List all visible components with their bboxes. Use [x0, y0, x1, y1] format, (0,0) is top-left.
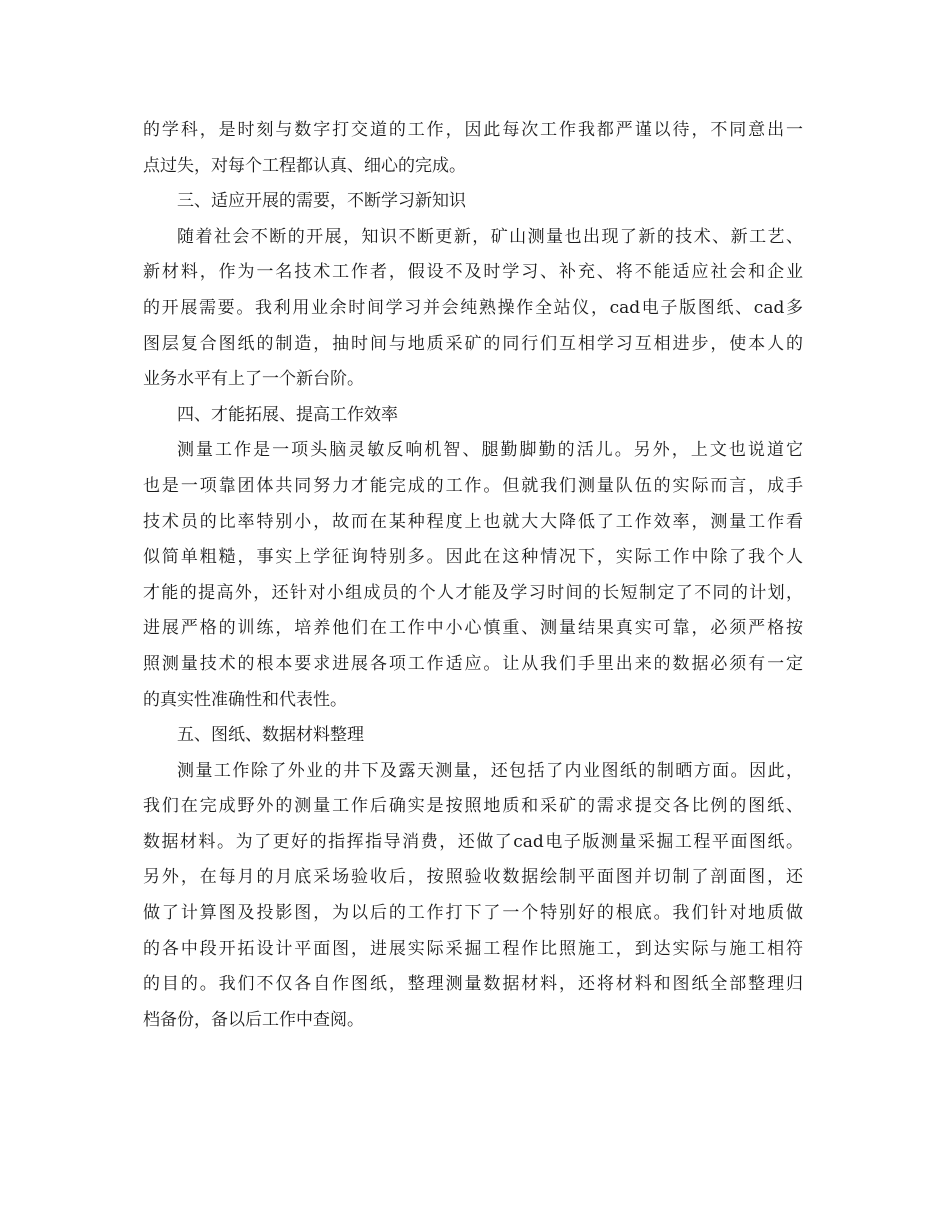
section-heading-4: 四、才能拓展、提高工作效率 [177, 404, 398, 425]
paragraph-line: 新材料，作为一名技术工作者，假设不及时学习、补充、将不能适应社会和企业 [143, 262, 803, 283]
section-5-paragraph [143, 754, 803, 1039]
paragraph-line: 测量工作是一项头脑灵敏反响机智、腿勤脚勤的活儿。另外，上文也说道它 [177, 440, 803, 461]
section-heading-5: 五、图纸、数据材料整理 [177, 725, 364, 746]
paragraph-line: 的各中段开拓设计平面图，进展实际采掘工程作比照施工，到达实际与施工相符 [143, 938, 803, 959]
paragraph-line: 我们在完成野外的测量工作后确实是按照地质和采矿的需求提交各比例的图纸、 [143, 796, 803, 817]
paragraph-line: 进展严格的训练，培养他们在工作中小心慎重、测量结果真实可靠，必须严格按 [143, 618, 803, 639]
paragraph-line: 技术员的比率特别小，故而在某种程度上也就大大降低了工作效率，测量工作看 [143, 511, 803, 532]
paragraph-line: 图层复合图纸的制造，抽时间与地质采矿的同行们互相学习互相进步，使本人的 [143, 333, 803, 354]
paragraph-line: 照测量技术的根本要求进展各项工作适应。让从我们手里出来的数据必须有一定 [143, 653, 803, 674]
document-page [143, 113, 803, 1038]
paragraph-line: 另外，在每月的月底采场验收后，按照验收数据绘制平面图并切制了剖面图，还 [143, 867, 803, 888]
paragraph-line: 数据材料。为了更好的指挥指导消费，还做了cad电子版测量采掘工程平面图纸。 [143, 831, 803, 852]
paragraph-line: 档备份，备以后工作中查阅。 [143, 1009, 364, 1030]
paragraph-line: 的真实性准确性和代表性。 [143, 689, 347, 710]
paragraph-line: 的目的。我们不仅各自作图纸，整理测量数据材料，还将材料和图纸全部整理归 [143, 974, 803, 995]
paragraph-line: 随着社会不断的开展，知识不断更新，矿山测量也出现了新的技术、新工艺、 [177, 226, 803, 247]
paragraph-line: 也是一项靠团体共同努力才能完成的工作。但就我们测量队伍的实际而言，成手 [143, 475, 803, 496]
paragraph-line: 的学科，是时刻与数字打交道的工作，因此每次工作我都严谨以待，不同意出一 [143, 120, 803, 140]
section-heading-3: 三、适应开展的需要，不断学习新知识 [177, 191, 466, 212]
paragraph-line: 才能的提高外，还针对小组成员的个人才能及学习时间的长短制定了不同的计划， [143, 582, 803, 603]
paragraph-line: 点过失，对每个工程都认真、细心的完成。 [143, 155, 466, 176]
paragraph-line: 的开展需要。我利用业余时间学习并会纯熟操作全站仪，cad电子版图纸、cad多 [143, 297, 803, 318]
paragraph-line: 测量工作除了外业的井下及露天测量，还包括了内业图纸的制晒方面。因此， [177, 760, 803, 781]
intro-paragraph [143, 113, 803, 184]
paragraph-line: 做了计算图及投影图，为以后的工作打下了一个特别好的根底。我们针对地质做 [143, 903, 803, 924]
paragraph-line: 似简单粗糙，事实上学征询特别多。因此在这种情况下，实际工作中除了我个人 [143, 547, 803, 568]
section-3-paragraph [143, 220, 803, 398]
section-4-paragraph [143, 433, 803, 718]
paragraph-line: 业务水平有上了一个新台阶。 [143, 369, 364, 390]
